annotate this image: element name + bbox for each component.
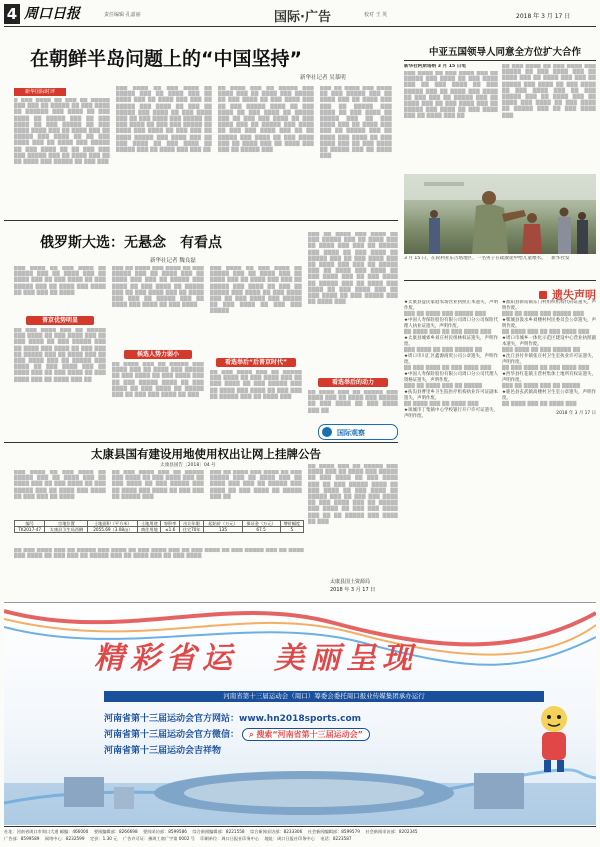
notice-issuer: 太康县国土资源局 <box>330 579 371 585</box>
advert-line-2: 河南省第十三届运动会官方网站：www.hn2018sports.com <box>104 714 362 724</box>
col-header: 保证金（万元） <box>242 521 280 527</box>
editor-line: 责任编辑 孔嘉丽 <box>104 12 141 18</box>
section-divider-1 <box>4 220 398 221</box>
refugee-photo <box>404 174 596 254</box>
col-header: 宗地位置 <box>45 521 88 527</box>
observation-badge <box>318 424 398 440</box>
russia-col-3: ███ ████ ██ ███ ████ ██ █████ ███ ██ ████ ███ ██ ████ ███ ██ ████ ███ ███ ██ █████ ███ ████ ██ ███ ██ █████ ███ ████ ██ ███ ████ ███ ██ ███ ████ ███ █████ ██ ███ ████ ██ ███ ███ █████ <box>210 266 302 315</box>
globe-icon <box>322 427 332 437</box>
notice-date: 2018 年 3 月 17 日 <box>330 587 376 593</box>
page-number: 4 <box>6 5 18 23</box>
col-header: 容积率 <box>161 521 179 527</box>
table-row <box>15 527 304 533</box>
side-body-col-2: ██ ███ ████ ██ ███ ████ ███ █████ ██ ███ ████ ███ ██ ████ ███ ██ ████ ███ ███ ██ █████ ███ ████ ██ ███ ████ ██ ███ ████ ███ ██ ███ █████ ███ ██ ████ ███ ██ ████ ███ ████ ██ ███ ████ ██ █████ ███ ██ ███ ████ ███ <box>502 64 596 119</box>
notice-col-3: ███ ██ ████ ███ ████ ██ ███ █████ ███ ██ ████ ███ ██ ████ ███ ███ ██ █████ ███ ████ ██ ███ ████ ██ █████ ███ ██ <box>210 470 302 500</box>
list-item: ★周口市城乡一体化示范区建设中心营业执照副本遗失，声明作废。 <box>502 336 596 347</box>
main-tag <box>14 88 66 96</box>
stadium-illustration <box>4 753 596 825</box>
lost-col-2: ★淮阳县新站镇东门村组织机构代码证遗失，声明作废。 ███ ██ ████ ███ █████ ███ ★郸城县汲水乡刘楼村村民委员会公章遗失，声明作废。 ██ ████ ███ ██ ███ ████ ███ ★周口市城乡一体化示范区建设中心营业执照副本遗失，声明作废。 ███ ████ ██ ███ █████ ██ ★沈丘县付井镇张庄村卫生室执业许可证遗失，声明作废。 ██ ███ ████ ██ ███ ████ ███ ★西华县红花镇王营村集体土地所有权证遗失，声明作废。 ███ ██ ████ ███ ██ █████ ★鹿邑县玄武镇高楼村卫生室公章遗失，声明作废。 ██ ████ ███ ██ ████ ███ 2018 年 3 月 17 日 <box>502 300 596 416</box>
page-number-box <box>4 4 20 24</box>
main-body-col-2: ███ ████ ██ ███ ████ ██ █████ ███ ██ ████ ███ ██ ████ ███ ██ ████ ███ ███ ██ █████ ███ ████ ██ ███ ██ █████ ███ ████ ██ ███ ████ ███ ██ ███ ████ ███ █████ ██ ███ ████ ██ ███ ███ █████ ██ ████ ███ ████ ██ ███ ███ ██ ████ █████ ███ ████ ███ ██ ███ ████ ██ ███ ████ ██ █████ ███ ██ ████ ███ ███ ██ <box>116 86 212 154</box>
section-label: 国际·广告 <box>274 10 331 25</box>
issue-date: 2018 年 3 月 17 日 <box>516 13 571 20</box>
list-item: ★西华县红花镇王营村集体土地所有权证遗失，声明作废。 <box>502 372 596 383</box>
list-item: ★中国人寿保险股份有限公司周口分公司代理人资格证遗失，声明作废。 <box>404 372 498 383</box>
main-body-col-3: ██ ████ ███ ██ █████ ███ ████ ███ ██ ████ ███ █████ ██ ███ ████ ██ ███ ████ ███ ██ ███ █████ ████ ██ ███ ████ ██ ███ ████ ██ █████ ███ ██ ███ ███ ████ ██ ███ ████ ███ ██ █████ ███ ████ ██ ███ ███ ████ ███ ██ ██ █████ ███ ████ ██ ███ ████ ███ ██ ████ ███ ██ ████ ███ ███ ██ █████ ███ <box>218 86 314 154</box>
advert-line-3 <box>104 727 370 741</box>
advert-line-1-text: 河南省第十三届运动会（周口）筹委会委托周口报业传媒集团承办运行 <box>223 692 425 700</box>
table-cell: 135 <box>204 527 242 533</box>
list-item: ★太康县益民家庭农场营业执照正本遗失，声明作废。 <box>404 300 498 311</box>
russia-col-1b: ██ ███ ████ ███ ██ █████ ███ ████ ██ ███ ████ ███ ██ ███ ████ ██ ███ █████ ███ ██ ████ ███ ████ ██ ███ ███ ██ █████ ███ ██ ████ ███ ██ ███ ████ ███ ██ █████ ███ ████ ██ ███ ████ ███ ██ ████ ███ ██ ███ ████ ██ ███ ████ ███ ██ ████ ███ ██ <box>14 328 106 383</box>
list-item: ★扶沟县曹里乡卫生院医疗机构执业许可证副本遗失，声明作废。 <box>404 390 498 401</box>
list-item: ★鹿邑县玄武镇高楼村卫生室公章遗失，声明作废。 <box>502 390 596 401</box>
russia-col-4b: ██ ████ ███ ██ █████ ███ ████ ███ ██ ████ ███ █████ ██ ███ ████ ██ ███ ████ ███ ██ <box>308 390 398 414</box>
photo-credit: 新华社发 <box>551 256 570 261</box>
main-headline: 在朝鲜半岛问题上的“中国坚持” <box>30 48 302 70</box>
list-item: ★淮阳县新站镇东门村组织机构代码证遗失，声明作废。 <box>502 300 596 311</box>
list-item: ★中国人寿保险股份有限公司周口分公司保险代理人执业证遗失，声明作废。 <box>404 318 498 329</box>
col-header: 增价幅度 <box>280 521 303 527</box>
col-header: 土地用途 <box>138 521 161 527</box>
paper-name: 周口日报 <box>24 6 80 22</box>
lost-notices-date: 2018 年 3 月 17 日 <box>556 411 596 416</box>
advert-search-hint: 搜索“河南省第十三届运动会” <box>256 730 363 739</box>
russia-col-3b: ██ ███ ████ ███ ██ █████ ███ ████ ██ ███ ████ ███ ██ ███ ████ ██ ███ █████ ███ ██ ████ ███ ████ ██ ███ ███ ██ █████ ███ ██ ████ ███ <box>210 370 302 400</box>
side-dateline: 新华社阿斯塔纳 3 月 15 日电 <box>404 64 466 69</box>
footer-rule <box>4 826 596 827</box>
table-cell: 2055.69（3.08亩） <box>88 527 138 533</box>
footer-line-2: 广告部：8599589 网络中心：8232599 定价：1.30 元 广告许可证：豫周工商广字第 0002 号 印刷单位：周口日报社印务中心 地址：周口日报社印务中心 电话：8223587 <box>4 836 352 841</box>
col-header: 出让年限 <box>179 521 204 527</box>
notice-subline: 太康县国告〔2018〕04 号 <box>160 463 216 468</box>
table-cell: 5 <box>280 527 303 533</box>
lot-table <box>14 520 304 533</box>
russia-subhead-2: 候选人势力弱小 <box>124 350 192 359</box>
notice-col-1: ███ ████ ██ ███ ████ ██ █████ ███ ██ ████ ███ ██ ████ ███ ██ ███ ████ ██ ███ █████ ███ ██ ████ ███ ████ ██ ███ ███ ██ ████ <box>14 470 106 500</box>
notice-col-2: ██ ███ ████ ███ ██ █████ ███ ████ ██ ███ ████ ███ ██ ███ ████ ██ ███ █████ ███ ██ ████ ███ ████ ██ ███ ███ ██ █████ ███ <box>112 470 204 500</box>
russia-col-4: ███ ██ ████ ███ ████ ██ ███ █████ ███ ██ ████ ███ ██ ████ ███ ███ ██ █████ ███ ████ ██ ███ ████ ██ █████ ███ ██ ███ ████ ███ ██ ████ ███ ███ ██ █████ ███ ██ ████ ███ ████ ██ ███ ████ ███ ██ ███ ████ ██ █████ ███ ██ ████ ███ ████ ██ ███ ████ ███ ██ ███ ████ ██ ███ █████ ███ ██ ████ ███ <box>308 232 398 306</box>
advert-wechat-label: 河南省第十三届运动会官方微信： <box>104 730 240 740</box>
designer-line: 校对 王 英 <box>364 12 388 18</box>
table-cell: 67.5 <box>242 527 280 533</box>
lost-col-1: ★太康县益民家庭农场营业执照正本遗失，声明作废。 ███ ██ ████ ███ █████ ███ ★中国人寿保险股份有限公司周口分公司保险代理人执业证遗失，声明作废。 ██ ████ ███ ██ ███ ████ ███ ★太康县城郊乡刘庄村民组林权证遗失，声明作废。 ███ ████ ██ ███ █████ ██ ★周口市川汇区鑫源商贸公司公章遗失，声明作废。 ██ ███ ████ ██ ███ ████ ███ ★中国人寿保险股份有限公司周口分公司代理人资格证遗失，声明作废。 ███ ██ ████ ███ ██ █████ ★扶沟县曹里乡卫生院医疗机构执业许可证副本遗失，声明作废。 ██ ████ ███ ██ ████ ███ ★项城市丁集镇中心学校银行开户许可证遗失，声明作废。 <box>404 300 498 419</box>
lost-icon <box>539 291 547 299</box>
notice-tail: ██ ███ ████ ███ ██ █████ ███ ████ ██ ███ ████ ███ ██ ███ ████ ██ ███ █████ ███ ██ ████ ███ ████ ██ ███ ███ ██ █████ ███ ██ ████ ███ ██ ███ ████ <box>14 548 304 560</box>
list-item: ★沈丘县付井镇张庄村卫生室执业许可证遗失，声明作废。 <box>502 354 596 365</box>
section-divider-2 <box>4 442 398 443</box>
list-item: ★周口市川汇区鑫源商贸公司公章遗失，声明作废。 <box>404 354 498 365</box>
col-header: 土地面积（平方米） <box>88 521 138 527</box>
table-cell: 太康县卫生局西侧 <box>45 527 88 533</box>
side-headline: 中亚五国领导人同意全方位扩大合作 <box>428 47 581 58</box>
advert-title: 精彩省运 美丽呈现 <box>94 641 418 676</box>
observation-badge-label: 国际观察 <box>337 429 365 437</box>
main-body-col-4: ███ ██ ████ ███ ████ ██ ███ █████ ███ ██ ████ ███ ██ ████ ███ ███ ██ █████ ███ ████ ██ ███ ████ ██ █████ ███ ██ ███ ████ ███ ██ ████ ███ ███ ██ █████ ███ ██ ████ ███ ████ ██ ███ ████ ███ ██ ███ ████ ██ █████ ███ ██ ████ ███ <box>320 86 392 160</box>
col-header: 起始价（万元） <box>204 521 242 527</box>
russia-headline: 俄罗斯大选：无悬念 有看点 <box>40 235 222 251</box>
notice-headline: 太康县国有建设用地使用权出让网上挂牌公告 <box>91 447 321 461</box>
lost-notices-heading: 遗失声明 <box>552 288 596 302</box>
main-body-col-1: █ ███ ████ ██ ███ ██ █████ ███ ███ ██ █████ ██ ███ ████ ██ ██████ ███ ████ ██ ███ ████ ██ █████ ███ ██ ███ ████ ██ ███ █████ ██ ███ ████ ████ ███ ██ ████ ███ ██ █████ ███ ████ ██ ██ ███ ████ ███ ██ ████ ███ █████ ██ ███ ████ ██ ██ ███ ███ ███ █████ ███ ██ ████ ███ ██ ██ ████ ███ █████ ██ ███ ███ <box>14 98 110 166</box>
russia-subhead-3: 看选举后“后普京时代” <box>216 358 296 367</box>
russia-subhead-4: 看选举后的动力 <box>318 378 388 387</box>
russia-byline: 新华社记者 魏良磊 <box>150 258 196 264</box>
lost-top-rule <box>404 280 596 281</box>
table-cell: 商住用地 <box>138 527 161 533</box>
photo-caption <box>404 256 596 276</box>
photo-figures <box>404 174 596 254</box>
table-cell: ≤1.6 <box>161 527 179 533</box>
footer-line-1: 社址：河南省周口市周口大道 邮编：466000 要闻编辑部：8266698 要闻采访部：8599586 综合新闻编辑部：8221558 综合新闻采访部：8233306 社会新闻编辑部：8599579 社会新闻采访部：8202345 <box>4 829 418 834</box>
russia-col-2: ███ ██ ████ ███ ████ ██ ███ █████ ███ ██ ████ ███ ██ ████ ███ ███ ██ █████ ███ ████ ██ ███ ████ ██ █████ ███ ██ ███ ████ ███ ██ ████ ███ ███ ██ █████ ███ ██ ████ ███ ████ ██ ███ ████ <box>112 266 204 309</box>
games-advert <box>4 602 596 825</box>
main-tag-label: 新华国际时评 <box>24 89 55 95</box>
table-cell: 住宅70年 <box>179 527 204 533</box>
russia-col-2b: ██ ████ ███ ██ █████ ███ ████ ███ ██ ████ ███ █████ ██ ███ ████ ██ ███ ████ ███ ██ ███ █████ ████ ██ ███ ████ ██ ███ ████ ██ █████ ███ ██ ███ ███ ████ ██ ███ <box>112 362 204 399</box>
search-icon: ⌕ <box>249 730 257 739</box>
side-headline-rule <box>404 60 596 61</box>
russia-subhead-1: 普京优势明显 <box>26 316 94 325</box>
main-byline: 新华社记者 吴慕明 <box>300 75 346 81</box>
list-item: ★太康县城郊乡刘庄村民组林权证遗失，声明作废。 <box>404 336 498 347</box>
notice-col-4: ██ ████ ███ ██ █████ ███ ████ ███ ██ ████ ███ █████ ██ ███ ████ ██ ███ ████ ███ ██ ███ █████ ████ ██ ███ ████ ██ ███ ████ ██ █████ ███ ██ ███ ███ ████ ██ ███ ████ ███ ██ █████ ███ ████ ██ ███ ███ ████ ███ ██ ██ █████ ███ ████ ██ ███ <box>308 464 398 525</box>
list-item: ★项城市丁集镇中心学校银行开户许可证遗失，声明作废。 <box>404 408 498 419</box>
side-body-col-1: ███ ████ ██ ███ ████ ███ ██ █████ ███ ████ ██ ███ ████ ███ ██ ███ ████ ██ ███ █████ ███ ██ ████ ███ ████ ██ ███ ███ ██ █████ ███ ██ ████ ███ ██ ███ ████ ███ ██ █████ ███ ████ ██ ███ ████ ███ ██ ████ ███ ██ <box>404 71 498 120</box>
russia-col-1: ███ ████ ██ ███ ████ ██ █████ ███ ██ ████ ███ ██ ████ ███ ██ ███ ████ ██ ███ █████ ███ ██ ████ ███ ████ ██ ███ ███ ██ ████ <box>14 266 106 296</box>
col-header: 编号 <box>15 521 45 527</box>
photo-caption-text: 3 月 15 日，在叙利亚东古塔地区，一名男子在疏散途中给儿童喂水。 <box>404 256 546 261</box>
list-item: ★郸城县汲水乡刘楼村村民委员会公章遗失，声明作废。 <box>502 318 596 329</box>
masthead <box>4 4 596 27</box>
table-cell: TK2017-47 <box>15 527 45 533</box>
advert-line-4: 河南省第十三届运动会吉祥物 <box>104 746 222 756</box>
wechat-search-box <box>242 728 370 741</box>
mascot-illustration <box>532 703 576 773</box>
advert-line-1 <box>104 691 544 702</box>
